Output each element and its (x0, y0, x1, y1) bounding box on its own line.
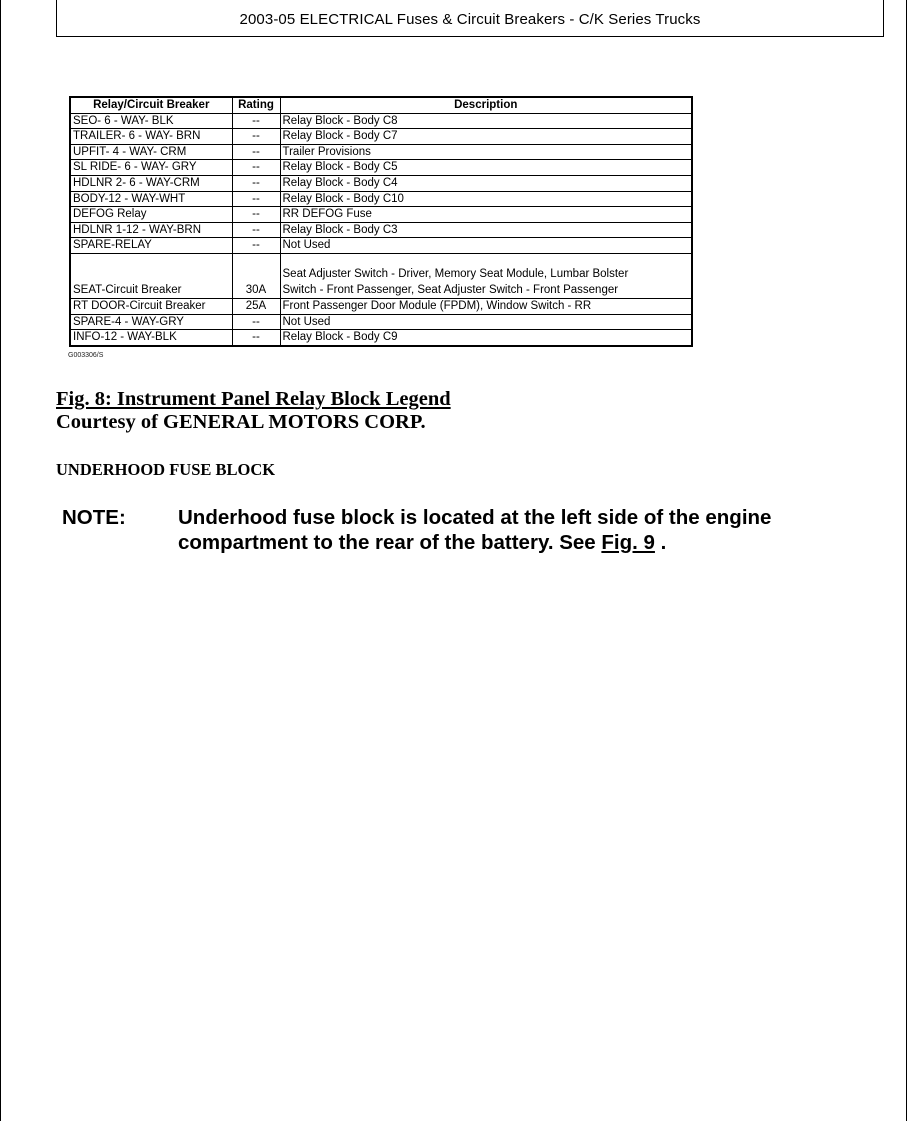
table-row (70, 238, 692, 254)
relay-rating: 30A (232, 253, 280, 298)
relay-name: HDLNR 2- 6 - WAY-CRM (70, 175, 232, 191)
relay-description: Relay Block - Body C4 (280, 175, 692, 191)
relay-name: SPARE-RELAY (70, 238, 232, 254)
note-body (178, 506, 878, 555)
relay-rating: -- (232, 238, 280, 254)
page-border-right (906, 0, 907, 1121)
table-header-row (70, 97, 692, 113)
figure-courtesy: Courtesy of GENERAL MOTORS CORP. (56, 411, 426, 433)
note-suffix: . (654, 530, 667, 554)
page-header (56, 0, 884, 37)
relay-name: RT DOOR-Circuit Breaker (70, 298, 232, 314)
relay-description-line: Switch - Front Passenger, Seat Adjuster Switch - Front Passenger (282, 283, 619, 296)
section-heading: UNDERHOOD FUSE BLOCK (56, 460, 276, 479)
relay-description: Relay Block - Body C5 (280, 160, 692, 176)
relay-description: Relay Block - Body C7 (280, 129, 692, 145)
relay-rating: -- (232, 191, 280, 207)
table-row (70, 207, 692, 223)
table-row (70, 298, 692, 314)
table-row (70, 253, 692, 298)
relay-description: Relay Block - Body C3 (280, 222, 692, 238)
relay-rating: -- (232, 207, 280, 223)
table-row (70, 129, 692, 145)
relay-description: Not Used (280, 314, 692, 330)
note-text: Underhood fuse block is located at the left side of the engine compartment to the rear of the battery. See (178, 506, 772, 554)
figure-caption: Fig. 8: Instrument Panel Relay Block Legend (56, 388, 451, 410)
relay-description (280, 253, 692, 298)
relay-name: SPARE-4 - WAY-GRY (70, 314, 232, 330)
relay-name: UPFIT- 4 - WAY- CRM (70, 144, 232, 160)
relay-name: SEO- 6 - WAY- BLK (70, 113, 232, 129)
relay-rating: -- (232, 160, 280, 176)
relay-rating: -- (232, 222, 280, 238)
table-row (70, 191, 692, 207)
relay-description: Not Used (280, 238, 692, 254)
relay-name: SL RIDE- 6 - WAY- GRY (70, 160, 232, 176)
relay-name: SEAT-Circuit Breaker (70, 253, 232, 298)
relay-name: BODY-12 - WAY-WHT (70, 191, 232, 207)
page-title: 2003-05 ELECTRICAL Fuses & Circuit Breakers - C/K Series Trucks (239, 11, 701, 28)
table-row (70, 113, 692, 129)
relay-description: Relay Block - Body C9 (280, 330, 692, 346)
relay-name: INFO-12 - WAY-BLK (70, 330, 232, 346)
relay-description: RR DEFOG Fuse (280, 207, 692, 223)
note-label: NOTE: (62, 506, 126, 529)
column-header-description: Description (280, 97, 692, 113)
fig-9-link[interactable]: Fig. 9 (601, 530, 655, 554)
table-row (70, 314, 692, 330)
table-row (70, 222, 692, 238)
table-row (70, 144, 692, 160)
figure-code: G003306/S (68, 352, 104, 359)
table-row (70, 330, 692, 346)
relay-description: Front Passenger Door Module (FPDM), Window Switch - RR (280, 298, 692, 314)
relay-rating: 25A (232, 298, 280, 314)
column-header-rating: Rating (232, 97, 280, 113)
relay-name: DEFOG Relay (70, 207, 232, 223)
relay-rating: -- (232, 175, 280, 191)
relay-description-line: Seat Adjuster Switch - Driver, Memory Seat Module, Lumbar Bolster (282, 267, 629, 280)
page-border-left (0, 0, 1, 1121)
relay-rating: -- (232, 314, 280, 330)
relay-name: TRAILER- 6 - WAY- BRN (70, 129, 232, 145)
relay-rating: -- (232, 330, 280, 346)
relay-rating: -- (232, 144, 280, 160)
relay-legend-table (69, 96, 693, 347)
table-row (70, 175, 692, 191)
relay-description: Relay Block - Body C8 (280, 113, 692, 129)
relay-name: HDLNR 1-12 - WAY-BRN (70, 222, 232, 238)
relay-description: Trailer Provisions (280, 144, 692, 160)
relay-description: Relay Block - Body C10 (280, 191, 692, 207)
relay-rating: -- (232, 113, 280, 129)
relay-rating: -- (232, 129, 280, 145)
table-row (70, 160, 692, 176)
column-header-relay: Relay/Circuit Breaker (70, 97, 232, 113)
